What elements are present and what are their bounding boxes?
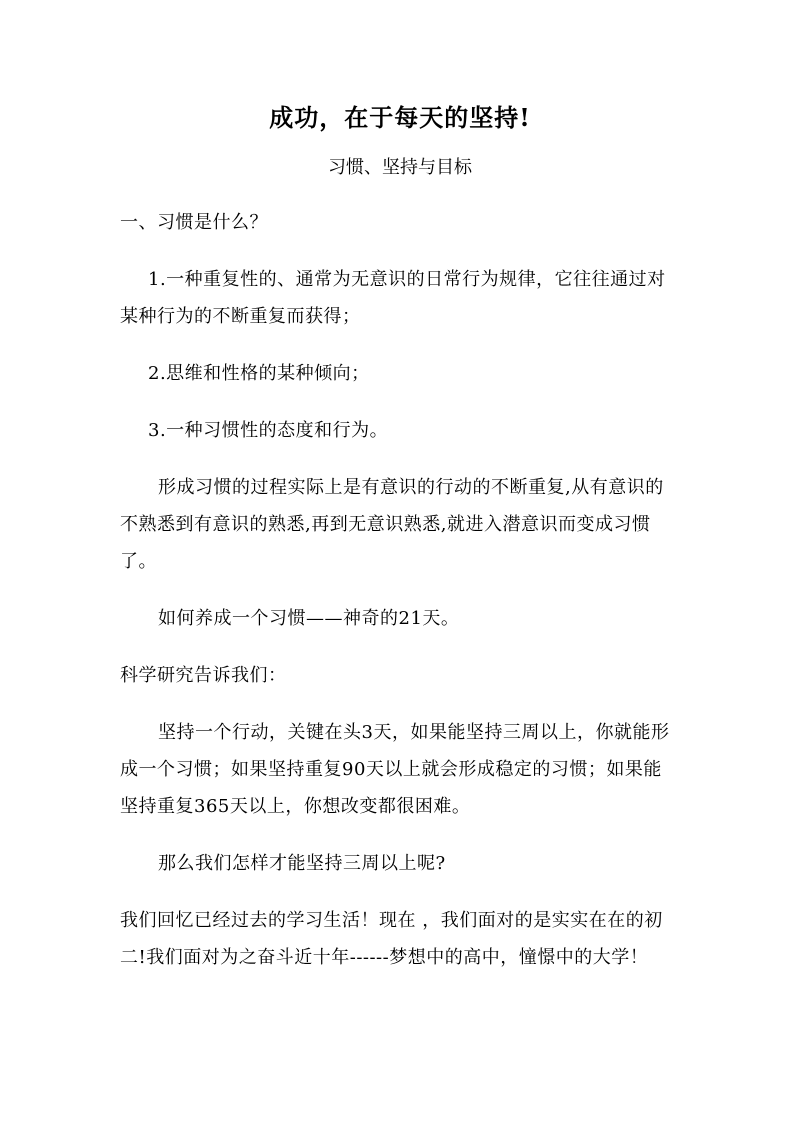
list-item-1: 1.一种重复性的、通常为无意识的日常行为规律，它往往通过对某种行为的不断重复而获得； bbox=[120, 269, 666, 327]
section-heading: 一、习惯是什么？ bbox=[120, 212, 268, 233]
document-subtitle: 习惯、坚持与目标 bbox=[328, 157, 472, 178]
document-body bbox=[120, 100, 680, 976]
document-title: 成功，在于每天的坚持! bbox=[269, 103, 531, 132]
paragraph-science-says: 科学研究告诉我们： bbox=[120, 665, 287, 686]
list-item-3: 3.一种习惯性的态度和行为。 bbox=[148, 420, 389, 441]
paragraph-21-days: 如何养成一个习惯——神奇的21天。 bbox=[158, 608, 460, 629]
list-item-2: 2.思维和性格的某种倾向； bbox=[148, 363, 370, 384]
paragraph-habit-formation: 形成习惯的过程实际上是有意识的行动的不断重复,从有意识的不熟悉到有意识的熟悉,再到无意识熟悉,就进入潜意识而变成习惯了。 bbox=[120, 477, 664, 572]
paragraph-persistence: 坚持一个行动，关键在头3天，如果能坚持三周以上，你就能形成一个习惯；如果坚持重复90天以上就会形成稳定的习惯；如果能坚持重复365天以上，你想改变都很困难。 bbox=[120, 722, 670, 817]
paragraph-recall: 我们回忆已经过去的学习生活！现在 ，我们面对的是实实在在的初二!我们面对为之奋斗近十年------梦想中的高中，憧憬中的大学！ bbox=[120, 910, 663, 968]
paragraph-question: 那么我们怎样才能坚持三周以上呢? bbox=[158, 853, 446, 874]
